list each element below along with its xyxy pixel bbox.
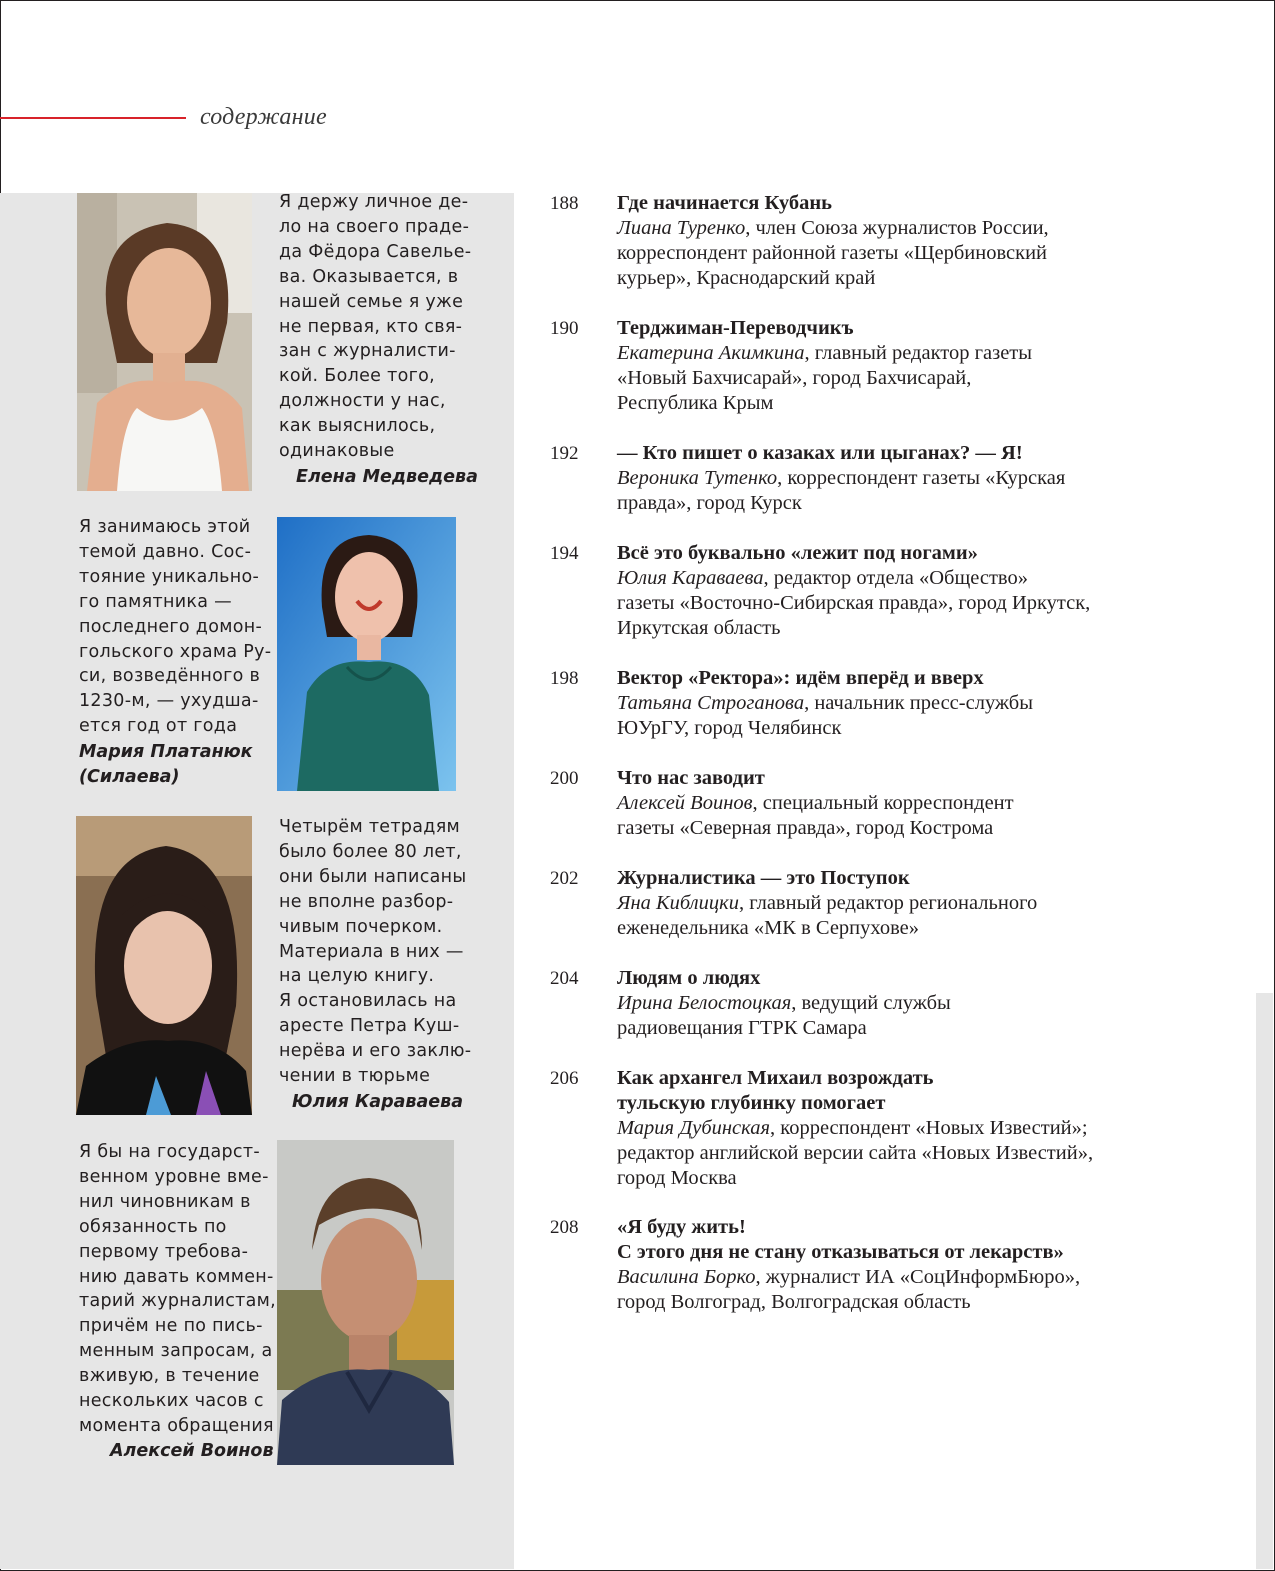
section-title: содержание (200, 104, 327, 130)
toc-description: , ведущий службы радиовещания ГТРК Самара (617, 992, 951, 1039)
toc-author: Татьяна Строганова (617, 692, 805, 714)
toc-title: Как архангел Михаил возрождать тульскую глубинку помогает (617, 1067, 934, 1114)
toc-author: Яна Киблицки (617, 892, 739, 914)
quote-author-1: Елена Медведева (296, 467, 478, 487)
toc-page-number: 188 (550, 193, 579, 214)
toc-description: , корреспондент «Новых Известий»; редактор английской версии сайта «Новых Известий», город Москва (617, 1117, 1094, 1189)
toc-page-number: 200 (550, 768, 579, 789)
toc-page-number: 194 (550, 543, 579, 564)
right-edge-strip (1256, 993, 1273, 1569)
toc-page-number: 198 (550, 668, 579, 689)
toc-author: Ирина Белостоцкая (617, 992, 792, 1014)
toc-description: , специальный корреспондент газеты «Северная правда», город Кострома (617, 792, 1014, 839)
toc-page-number: 202 (550, 868, 579, 889)
toc-author: Вероника Тутенко (617, 467, 778, 489)
toc-title: Всё это буквально «лежит под ногами» (617, 542, 978, 564)
toc-author: Мария Дубинская (617, 1117, 771, 1139)
quote-author-3: Юлия Караваева (292, 1092, 464, 1112)
toc-title: Журналистика — это Поступок (617, 867, 910, 889)
toc-author: Екатерина Акимкина (617, 342, 805, 364)
toc-author: Лиана Туренко (617, 217, 746, 239)
toc-description: , главный редактор регионального еженедельника «МК в Серпухове» (617, 892, 1038, 939)
toc-page-number: 206 (550, 1068, 579, 1089)
toc-title: Вектор «Ректора»: идём вперёд и вверх (617, 667, 984, 689)
quote-text-4: Я бы на государст- венном уровне вме- нил чиновникам в обязанность по первому требова- нию давать коммен- тарий журналистам, причём не по пись- менным запросам, а вживую, в течение нескольких часов с момента обращения (79, 1142, 276, 1436)
toc-title: Людям о людях (617, 967, 761, 989)
toc-page-number: 190 (550, 318, 579, 339)
quote-author-2: Мария Платанюк (Силаева) (79, 742, 253, 787)
toc-description: , член Союза журналистов России, корреспондент районной газеты «Щербиновский курьер», Краснодарский край (617, 217, 1049, 289)
quote-text-1: Я держу личное де- ло на своего праде- да Фёдора Савелье- ва. Оказывается, в нашей семье я уже не первая, кто свя- зан с журналисти- кой. Более того, должности у нас, как выяснилось, одинаковые (279, 192, 472, 462)
toc-title: Где начинается Кубань (617, 192, 832, 214)
toc-title: «Я буду жить! С этого дня не стану отказываться от лекарств» (617, 1216, 1064, 1263)
toc-page-number: 204 (550, 968, 579, 989)
toc-author: Василина Борко (617, 1266, 756, 1288)
portrait-photo-1 (77, 193, 252, 491)
toc-author: Алексей Воинов (617, 792, 753, 814)
portrait-photo-2 (277, 517, 456, 791)
quote-author-4: Алексей Воинов (110, 1441, 274, 1461)
toc-description: , корреспондент газеты «Курская правда», город Курск (617, 467, 1066, 514)
toc-author: Юлия Караваева (617, 567, 764, 589)
toc-description: , журналист ИА «СоцИнформБюро», город Волгоград, Волгоградская область (617, 1266, 1081, 1313)
section-rule (0, 117, 186, 119)
toc-description: , редактор отдела «Общество» газеты «Восточно-Сибирская правда», город Иркутск, Иркутская область (617, 567, 1091, 639)
portrait-photo-4 (277, 1140, 454, 1465)
toc-title: — Кто пишет о казаках или цыганах? — Я! (617, 442, 1023, 464)
portrait-photo-3 (76, 816, 252, 1115)
toc-page-number: 192 (550, 443, 579, 464)
quote-text-2: Я занимаюсь этой темой давно. Сос- тояние уникально- го памятника — последнего домон- гольского храма Ру- си, возведённого в 1230-м, — ухудша- ется год от года (79, 517, 272, 737)
toc-description: , главный редактор газеты «Новый Бахчисарай», город Бахчисарай, Республика Крым (617, 342, 1033, 414)
toc-title: Что нас заводит (617, 767, 765, 789)
quote-text-3: Четырём тетрадям было более 80 лет, они были написаны не вполне разбор- чивым почерком. Материала в них — на целую книгу. Я остановилась на аресте Петра Куш- нерёва и его заклю- чении в тюрьме (279, 817, 472, 1087)
toc-title: Терджиман-Переводчикъ (617, 317, 854, 339)
toc-page-number: 208 (550, 1217, 579, 1238)
toc-description: , начальник пресс-службы ЮУрГУ, город Челябинск (617, 692, 1034, 739)
